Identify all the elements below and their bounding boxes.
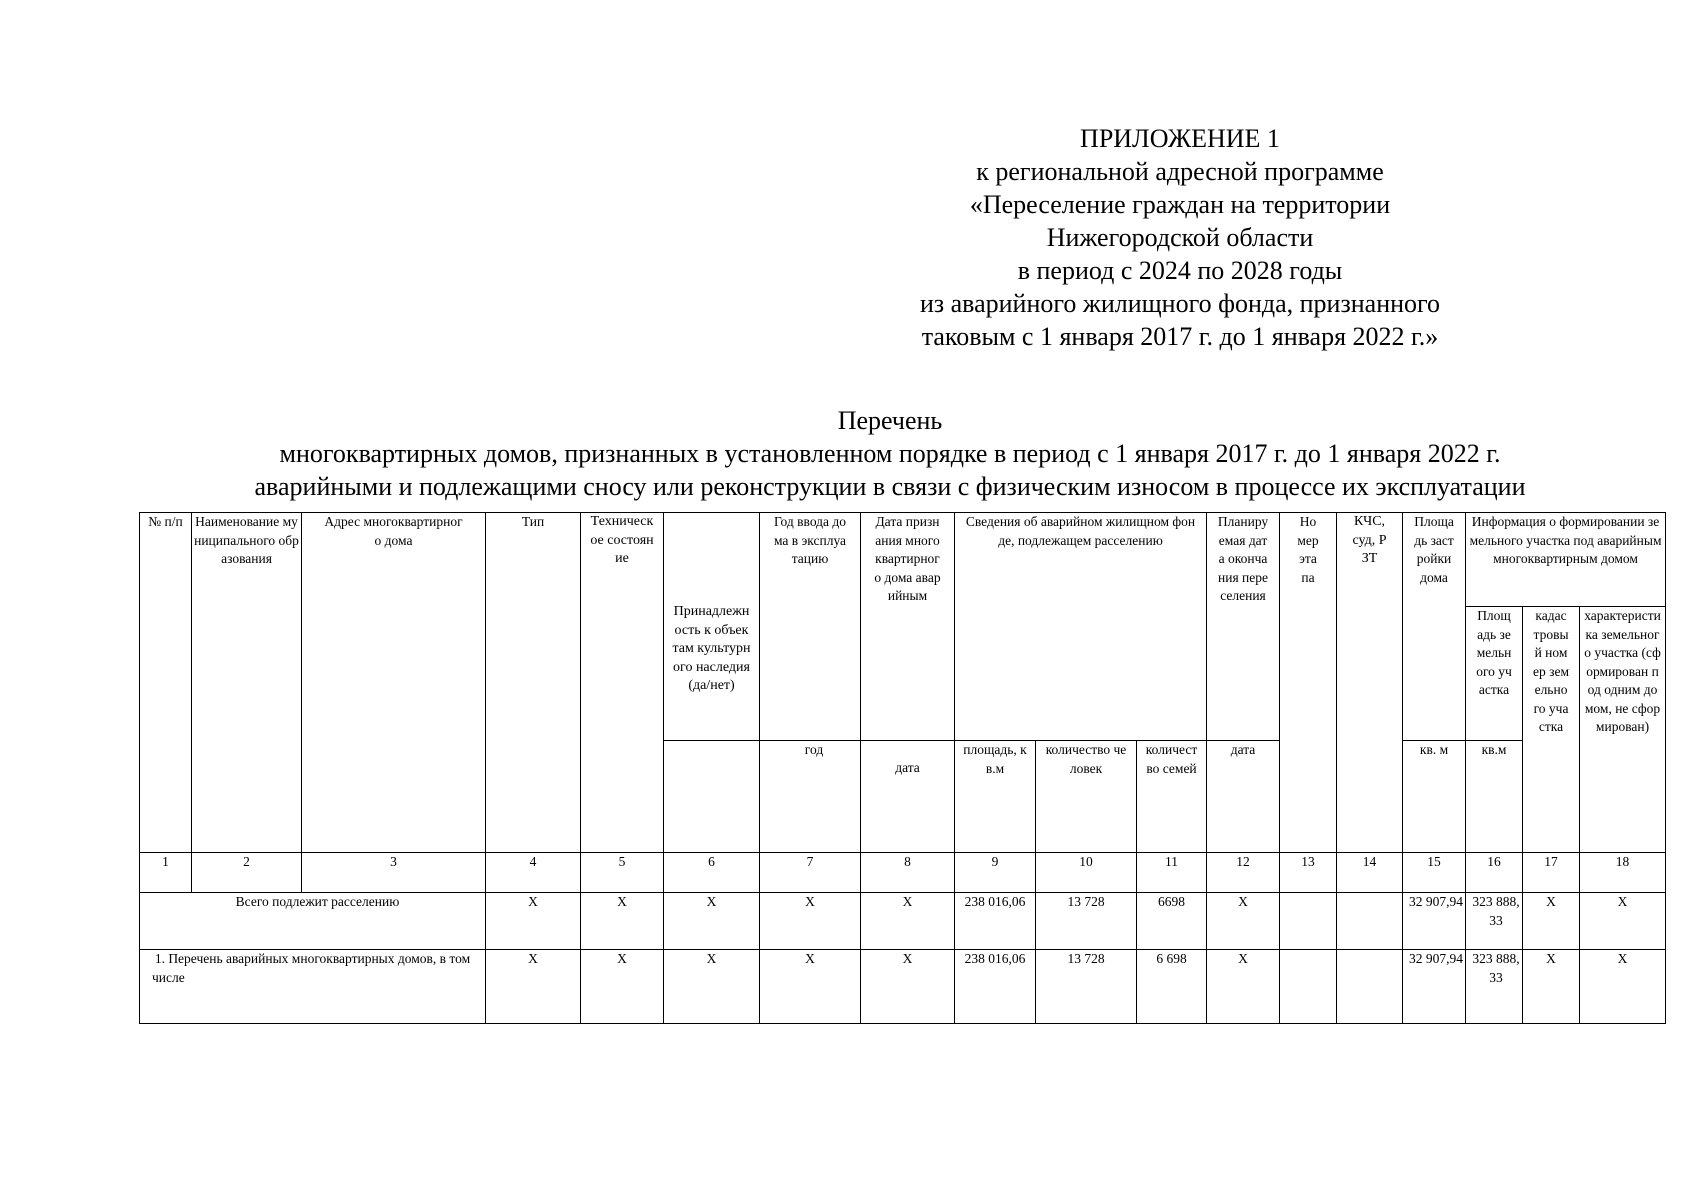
list-title	[120, 404, 1660, 503]
cell-cadastral: X	[1523, 950, 1580, 1024]
table-row	[140, 950, 1666, 1024]
header-area: площадь, кв.м	[955, 741, 1036, 853]
column-number: 6	[664, 853, 760, 893]
housing-registry-table	[139, 512, 1666, 1024]
cell-area: 238 016,06	[955, 893, 1036, 950]
column-number: 17	[1523, 853, 1580, 893]
row-label: 1. Перечень аварийных многоквартирных домов, в том числе	[140, 950, 486, 1024]
column-number: 16	[1466, 853, 1523, 893]
cell-year: X	[760, 950, 861, 1024]
cell-families: 6698	[1137, 893, 1207, 950]
column-number: 12	[1207, 853, 1280, 893]
cell-kchs	[1337, 950, 1403, 1024]
column-number: 15	[1403, 853, 1466, 893]
header-planned-date: Планируемая дата окончания переселения	[1207, 513, 1280, 741]
cell-stage	[1280, 893, 1337, 950]
column-number: 8	[861, 853, 955, 893]
header-type: Тип	[486, 513, 581, 853]
appendix-line: из аварийного жилищного фонда, признанного	[919, 289, 1441, 318]
table-row	[140, 893, 1666, 950]
header-cultural-heritage: Принадлежность к объектам культурного наследия (да/нет)	[664, 513, 760, 741]
row-label: Всего подлежит расселению	[140, 893, 486, 950]
cell-planned-date: X	[1207, 950, 1280, 1024]
header-family-count: количество семей	[1137, 741, 1207, 853]
header-building-area: Площадь застройки дома	[1403, 513, 1466, 741]
header-technical-condition: Техническое состояние	[581, 513, 664, 853]
cell-land-area: 323 888,33	[1466, 893, 1523, 950]
column-number: 14	[1337, 853, 1403, 893]
cell-building-area: 32 907,94	[1403, 950, 1466, 1024]
cell-condition: X	[581, 893, 664, 950]
column-number: 4	[486, 853, 581, 893]
column-number: 2	[192, 853, 302, 893]
header-emergency-fund: Сведения об аварийном жилищном фонде, подлежащем расселению	[955, 513, 1207, 741]
cell-year: X	[760, 893, 861, 950]
cell-land-character: X	[1580, 950, 1666, 1024]
cell-heritage: X	[664, 893, 760, 950]
cell-people: 13 728	[1036, 893, 1137, 950]
cell-date: X	[861, 893, 955, 950]
header-municipality: Наименование муниципального образования	[192, 513, 302, 853]
cell-type: X	[486, 950, 581, 1024]
header-land-plot-area: Площадь земельного участка	[1466, 607, 1523, 741]
column-number: 9	[955, 853, 1036, 893]
header-building-area-unit: кв. м	[1403, 741, 1466, 853]
appendix-line: Нижегородской области	[1046, 223, 1314, 252]
column-number: 11	[1137, 853, 1207, 893]
cell-type: X	[486, 893, 581, 950]
header-land-plot-area-unit: кв.м	[1466, 741, 1523, 853]
header-land-plot-character: характеристика земельного участка (сформирован под одним домом, не сформирован)	[1580, 607, 1666, 853]
column-number: 18	[1580, 853, 1666, 893]
cell-stage	[1280, 950, 1337, 1024]
header-planned-date-unit: дата	[1207, 741, 1280, 853]
column-number: 10	[1036, 853, 1137, 893]
column-number: 3	[302, 853, 486, 893]
header-people-count: количество человек	[1036, 741, 1137, 853]
header-land-plot-info: Информация о формировании земельного участка под аварийным многоквартирным домом	[1466, 513, 1666, 607]
column-number: 5	[581, 853, 664, 893]
header-stage-number: Номер этапа	[1280, 513, 1337, 853]
cell-area: 238 016,06	[955, 950, 1036, 1024]
title-line: многоквартирных домов, признанных в установленном порядке в период с 1 января 2017 г. до 1 января 2022 г.	[279, 439, 1501, 468]
header-year-built: Год ввода дома в эксплуатацию	[760, 513, 861, 741]
header-number: № п/п	[140, 513, 192, 853]
appendix-heading	[900, 122, 1460, 353]
cell-land-character: X	[1580, 893, 1666, 950]
appendix-line: в период с 2024 по 2028 годы	[1017, 256, 1343, 285]
cell-building-area: 32 907,94	[1403, 893, 1466, 950]
appendix-line: таковым с 1 января 2017 г. до 1 января 2022 г.»	[921, 322, 1439, 351]
header-address: Адрес многоквартирного дома	[302, 513, 486, 853]
title-line: Перечень	[837, 406, 943, 435]
header-year-unit: год	[760, 741, 861, 853]
cell-land-area: 323 888,33	[1466, 950, 1523, 1024]
column-number: 1	[140, 853, 192, 893]
column-number: 7	[760, 853, 861, 893]
header-kchs-court: КЧС, суд, РЗТ	[1337, 513, 1403, 853]
header-date-unit: дата	[861, 741, 955, 853]
cell-people: 13 728	[1036, 950, 1137, 1024]
header-cadastral-number: кадастровый номер земельного участка	[1523, 607, 1580, 853]
cell-planned-date: X	[1207, 893, 1280, 950]
header-emergency-date: Дата признания многоквартирного дома аварийным	[861, 513, 955, 741]
column-number: 13	[1280, 853, 1337, 893]
cell-condition: X	[581, 950, 664, 1024]
column-number-row	[140, 853, 1666, 893]
cell-heritage: X	[664, 950, 760, 1024]
title-line: аварийными и подлежащими сносу или реконструкции в связи с физическим износом в процессе их эксплуатации	[254, 472, 1526, 501]
cell-families: 6 698	[1137, 950, 1207, 1024]
appendix-line: к региональной адресной программе	[976, 157, 1384, 186]
appendix-line: ПРИЛОЖЕНИЕ 1	[1080, 124, 1280, 153]
cell-cadastral: X	[1523, 893, 1580, 950]
appendix-line: «Переселение граждан на территории	[969, 190, 1391, 219]
header-cultural-heritage-blank	[664, 741, 760, 853]
cell-date: X	[861, 950, 955, 1024]
cell-kchs	[1337, 893, 1403, 950]
